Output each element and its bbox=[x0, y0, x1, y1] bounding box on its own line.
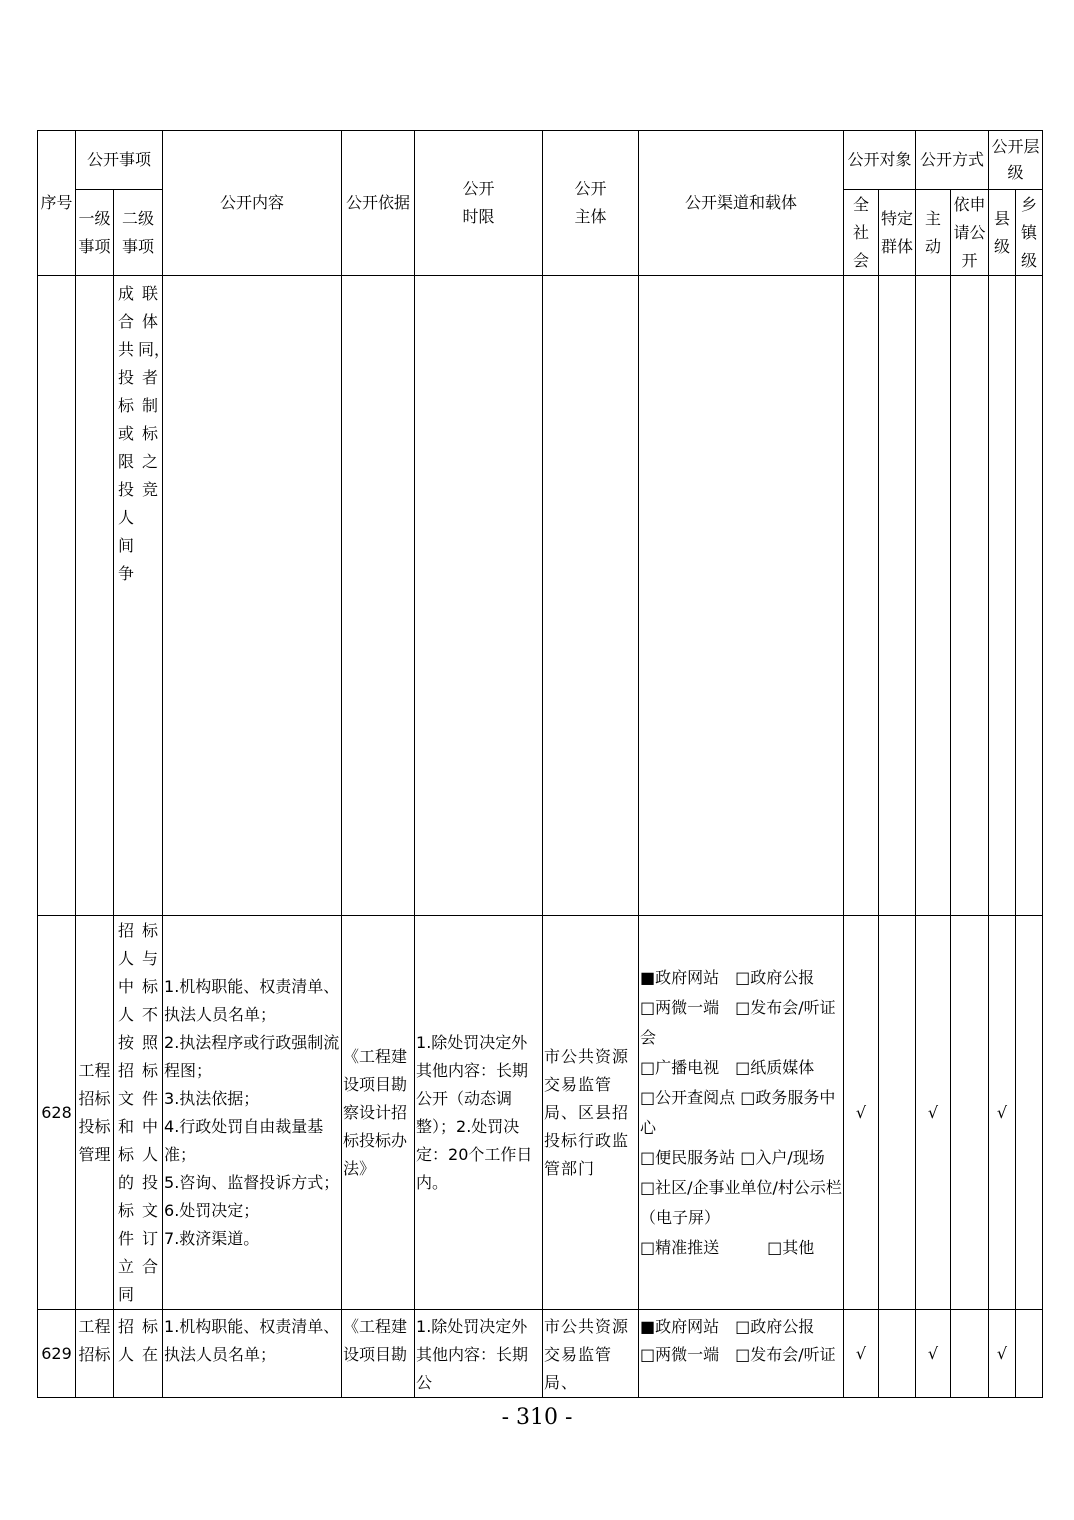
row-level2-right: 联体同，者制标之竞 bbox=[138, 284, 171, 499]
row-time-limit-text: 1.除处罚决定外其他内容：长期公 bbox=[416, 1317, 529, 1392]
table-row bbox=[38, 276, 1043, 916]
channel-item: □广播电视 □纸质媒体 bbox=[640, 1057, 815, 1077]
content-item: 1.机构职能、权责清单、执法人员名单； bbox=[164, 976, 340, 1024]
check-town bbox=[1016, 1310, 1043, 1398]
header-method-active-text: 主动 bbox=[925, 208, 942, 256]
row-level1 bbox=[76, 1310, 114, 1398]
channel-item: ■政府网站 □政府公报 bbox=[640, 967, 815, 987]
header-time-limit-text: 公开时限 bbox=[462, 179, 495, 226]
content-item: 3.执法依据； bbox=[164, 1088, 260, 1108]
check-town bbox=[1016, 916, 1043, 1310]
header-level-county bbox=[989, 190, 1016, 276]
check-specific bbox=[879, 1310, 916, 1398]
content-list bbox=[163, 973, 341, 1253]
header-levels-text: 公开层级 bbox=[991, 137, 1040, 182]
table-row bbox=[38, 1310, 1043, 1398]
row-level2 bbox=[114, 1310, 163, 1398]
row-level1-text: 工程招标投标管理 bbox=[78, 1060, 111, 1164]
check-request bbox=[951, 1310, 989, 1398]
header-audience-all-text: 全社会 bbox=[853, 194, 870, 270]
header-method: 公开方式 bbox=[916, 131, 989, 190]
header-level1-text: 一级事项 bbox=[78, 208, 111, 256]
row-time-limit bbox=[415, 1310, 543, 1398]
channels-list bbox=[639, 963, 843, 1263]
header-method-request-text: 依申请公开 bbox=[953, 194, 986, 270]
row-content bbox=[163, 1310, 342, 1398]
header-basis: 公开依据 bbox=[342, 131, 415, 276]
row-content bbox=[163, 916, 342, 1310]
header-method-active bbox=[916, 190, 951, 276]
header-level2-text: 二级事项 bbox=[121, 208, 154, 256]
row-time-limit-text: 1.除处罚决定外其他内容：长期公开（动态调整）；2.处罚决定：20个工作日内。 bbox=[416, 1032, 533, 1192]
channel-item: □精准推送 □其他 bbox=[640, 1237, 815, 1257]
content-item: 5.咨询、监督投诉方式； bbox=[164, 1172, 340, 1192]
row-level2-left: 成合共投标或限投人间争 bbox=[117, 284, 134, 583]
table-row bbox=[38, 916, 1043, 1310]
row-seq: 629 bbox=[38, 1310, 76, 1398]
channel-item: □公开查阅点 □政务服务中心 bbox=[640, 1087, 836, 1137]
header-subject-text: 公开主体 bbox=[574, 179, 607, 226]
header-levels bbox=[989, 131, 1043, 190]
row-basis-text: 《工程建设项目勘察设计招标投标办法》 bbox=[343, 1046, 408, 1178]
check-request bbox=[951, 916, 989, 1310]
channel-item: □便民服务站 □入户/现场 bbox=[640, 1147, 825, 1167]
check-active: √ bbox=[916, 916, 951, 1310]
header-audience: 公开对象 bbox=[844, 131, 916, 190]
check-all-society: √ bbox=[844, 916, 879, 1310]
header-seq: 序号 bbox=[38, 131, 76, 276]
content-item: 4.行政处罚自由裁量基准； bbox=[164, 1116, 324, 1164]
check-specific bbox=[879, 916, 916, 1310]
row-subject bbox=[543, 1310, 639, 1398]
check-county: √ bbox=[989, 1310, 1016, 1398]
check-active: √ bbox=[916, 1310, 951, 1398]
header-audience-all bbox=[844, 190, 879, 276]
row-level2 bbox=[114, 916, 163, 1310]
header-channels: 公开渠道和载体 bbox=[639, 131, 844, 276]
header-content: 公开内容 bbox=[163, 131, 342, 276]
channel-item: □两微一端 □发布会/听证会 bbox=[640, 997, 836, 1047]
row-channels bbox=[639, 1310, 844, 1398]
row-channels bbox=[639, 916, 844, 1310]
row-subject bbox=[543, 916, 639, 1310]
row-seq bbox=[38, 276, 76, 916]
channel-item: ■政府网站 □政府公报 bbox=[640, 1317, 815, 1336]
header-method-request bbox=[951, 190, 989, 276]
row-seq: 628 bbox=[38, 916, 76, 1310]
header-level1 bbox=[76, 190, 114, 276]
channel-item: □两微一端 □发布会/听证 bbox=[640, 1345, 836, 1364]
header-audience-specific bbox=[879, 190, 916, 276]
content-item: 1.机构职能、权责清单、执法人员名单； bbox=[164, 1317, 340, 1364]
content-item: 6.处罚决定； bbox=[164, 1200, 260, 1220]
row-time-limit bbox=[415, 916, 543, 1310]
row-level1-text: 工程招标 bbox=[78, 1317, 111, 1364]
check-county: √ bbox=[989, 916, 1016, 1310]
header-matters: 公开事项 bbox=[76, 131, 163, 190]
channel-item: □社区/企事业单位/村公示栏（电子屏） bbox=[640, 1177, 842, 1227]
row-level2-right: 标在 bbox=[141, 1317, 158, 1364]
channels-list bbox=[639, 1310, 843, 1369]
content-item: 2.执法程序或行政强制流程图； bbox=[164, 1032, 340, 1080]
row-level2-right: 标与标不照标件中人投文订合 bbox=[141, 920, 158, 1276]
header-audience-specific-text: 特定群体 bbox=[881, 208, 914, 256]
header-time-limit bbox=[415, 131, 543, 276]
content-list bbox=[163, 1310, 341, 1369]
row-level2 bbox=[114, 276, 171, 916]
header-level2 bbox=[114, 190, 163, 276]
row-level1 bbox=[76, 916, 114, 1310]
header-subject bbox=[543, 131, 639, 276]
content-item: 7.救济渠道。 bbox=[164, 1228, 260, 1248]
row-subject-text: 市公共资源交易监管局、区县招投标行政监管部门 bbox=[544, 1046, 630, 1178]
check-all-society: √ bbox=[844, 1310, 879, 1398]
row-basis-text: 《工程建设项目勘 bbox=[343, 1317, 408, 1364]
row-subject-text: 市公共资源交易监管局、 bbox=[544, 1317, 630, 1392]
page-number: - 310 - bbox=[501, 1405, 573, 1430]
header-level-town-text: 乡镇级 bbox=[1021, 194, 1038, 270]
row-basis bbox=[342, 916, 415, 1310]
row-level2-left: 招人中人按招文和标的标件立同 bbox=[117, 920, 134, 1304]
row-level1 bbox=[76, 276, 114, 916]
disclosure-table bbox=[37, 130, 1043, 1398]
row-level2-left: 招人 bbox=[117, 1317, 134, 1364]
row-basis bbox=[342, 1310, 415, 1398]
header-level-county-text: 县级 bbox=[994, 208, 1011, 256]
header-level-town bbox=[1016, 190, 1043, 276]
